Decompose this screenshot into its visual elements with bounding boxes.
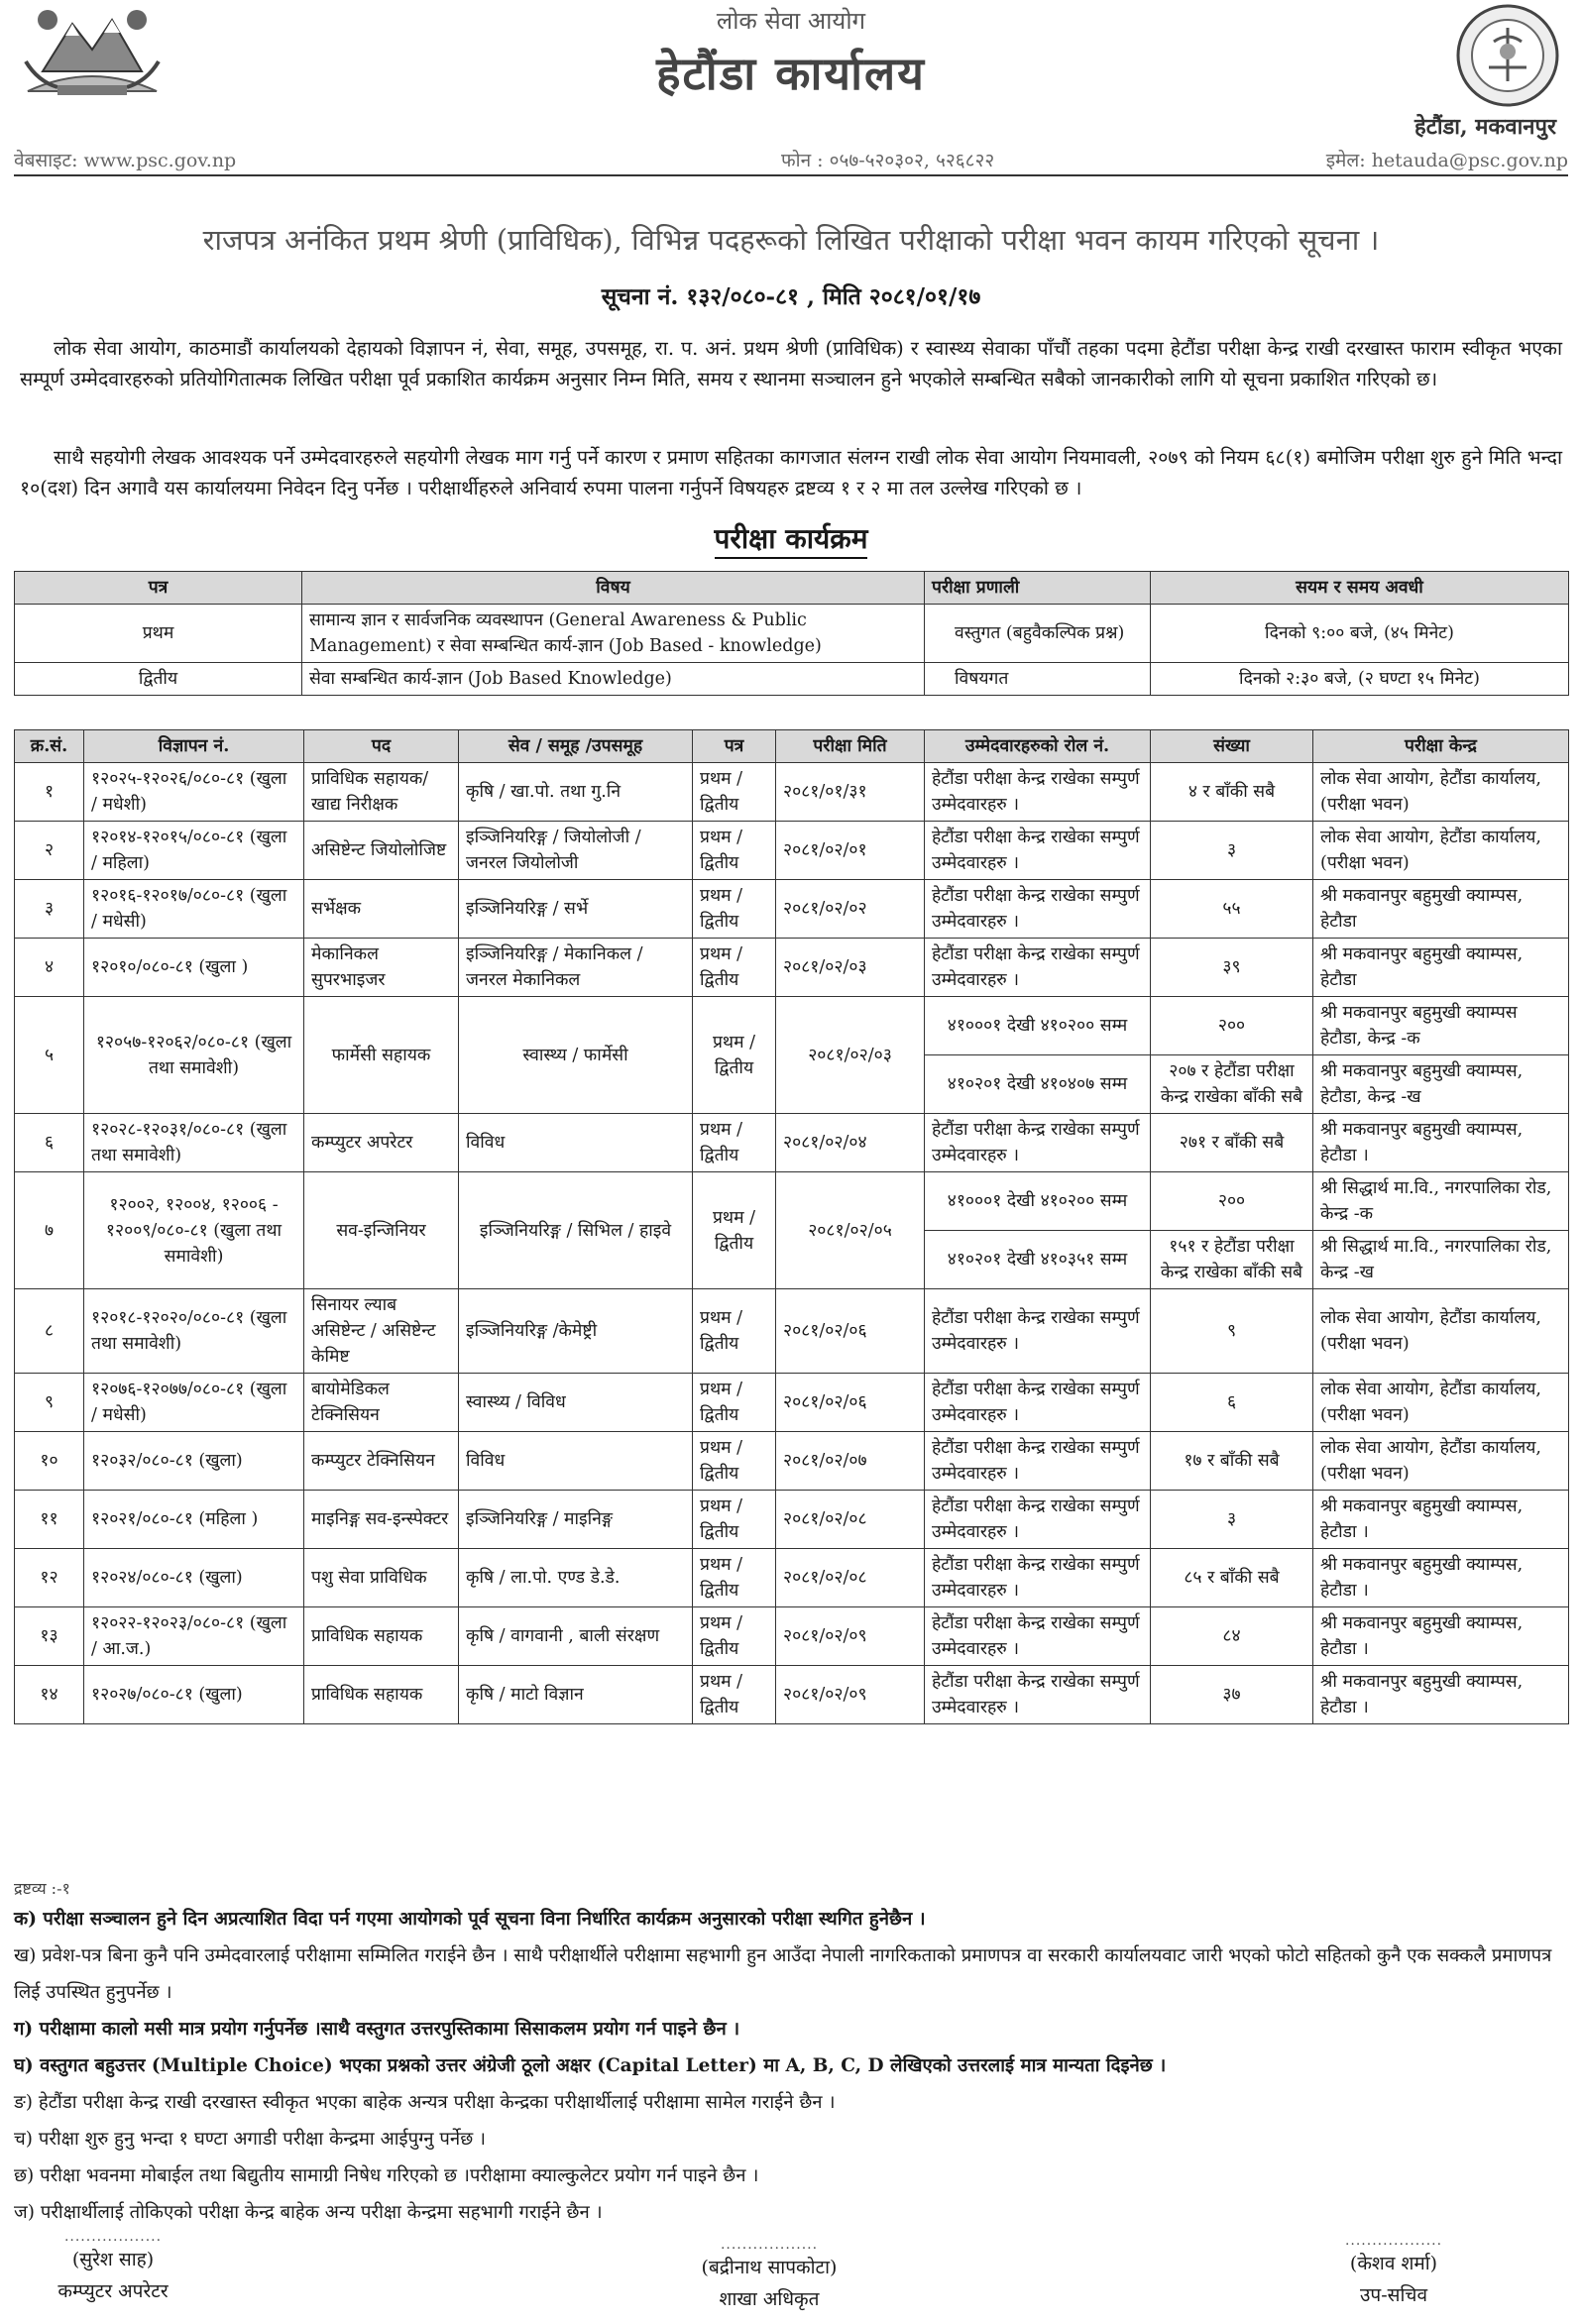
date-cell: २०८१/०२/०६ xyxy=(776,1289,925,1374)
roll-cell: हेटौंडा परीक्षा केन्द्र राखेका सम्पुर्ण उम्मेदवारहरु । xyxy=(925,822,1151,880)
count-cell: १७ र बाँकी सबै xyxy=(1151,1432,1313,1491)
col-sn: क्र.सं. xyxy=(15,730,84,763)
roll-cell: हेटौंडा परीक्षा केन्द्र राखेका सम्पुर्ण उम्मेदवारहरु । xyxy=(925,1289,1151,1374)
sn-cell: १४ xyxy=(15,1666,84,1724)
count-cell: २७१ र बाँकी सबै xyxy=(1151,1114,1313,1172)
post-cell: असिष्टेन्ट जियोलोजिष्ट xyxy=(304,822,459,880)
post-cell: प्राविधिक सहायक xyxy=(304,1607,459,1666)
roll-cell: हेटौंडा परीक्षा केन्द्र राखेका सम्पुर्ण उम्मेदवारहरु । xyxy=(925,1114,1151,1172)
paper-cell: प्रथम / द्वितीय xyxy=(693,1549,776,1607)
adv-cell: १२०२४/०८०-८१ (खुला) xyxy=(84,1549,304,1607)
paper-col-system: परीक्षा प्रणाली xyxy=(925,572,1151,605)
center-cell: श्री मकवानपुर बहुमुखी क्याम्पस, हेटौडा । xyxy=(1313,1549,1569,1607)
post-cell: सर्भेक्षक xyxy=(304,880,459,939)
count-cell: ८४ xyxy=(1151,1607,1313,1666)
sn-cell: ९ xyxy=(15,1374,84,1432)
paper-cell: प्रथम / द्वितीय xyxy=(693,1172,776,1289)
service-cell: कृषि / खा.पो. तथा गु.नि xyxy=(459,763,693,822)
paper-cell: प्रथम / द्वितीय xyxy=(693,1289,776,1374)
paper-cell: प्रथम / द्वितीय xyxy=(693,1666,776,1724)
date-cell: २०८१/०२/०५ xyxy=(776,1172,925,1289)
sn-cell: ११ xyxy=(15,1491,84,1549)
email-text: इमेल: hetauda@psc.gov.np xyxy=(1325,150,1568,171)
paper-cell: प्रथम / द्वितीय xyxy=(693,939,776,997)
roll-cell: ४१०२०१ देखी ४१०३५१ सम्म xyxy=(925,1231,1151,1289)
center-cell: श्री मकवानपुर बहुमुखी क्याम्पस, हेटौडा । xyxy=(1313,1666,1569,1724)
service-cell: इञ्जिनियरिङ्ग /केमेष्ट्री xyxy=(459,1289,693,1374)
notice-number: सूचना नं. १३२/०८०-८१ , मिति २०८१/०१/१७ xyxy=(601,283,981,310)
table-row xyxy=(15,822,1569,880)
table-row xyxy=(15,880,1569,939)
center-cell: लोक सेवा आयोग, हेटौंडा कार्यालय, (परीक्षा भवन) xyxy=(1313,1289,1569,1374)
service-cell: कृषि / ला.पो. एण्ड डे.डे. xyxy=(459,1549,693,1607)
sn-cell: ४ xyxy=(15,939,84,997)
sn-cell: १० xyxy=(15,1432,84,1491)
signature-3 xyxy=(1295,2234,1493,2311)
center-cell: श्री मकवानपुर बहुमुखी क्याम्पस, हेटौडा xyxy=(1313,880,1569,939)
adv-cell: १२०१८-१२०२०/०८०-८१ (खुला तथा समावेशी) xyxy=(84,1289,304,1374)
count-cell: ३७ xyxy=(1151,1666,1313,1724)
col-service: सेव / समूह /उपसमूह xyxy=(459,730,693,763)
adv-cell: १२०२७/०८०-८१ (खुला) xyxy=(84,1666,304,1724)
signature-2-name: (बद्रीनाथ सापकोटा) xyxy=(701,2257,838,2278)
service-cell: स्वास्थ्य / विविध xyxy=(459,1374,693,1432)
signature-3-title: उप-सचिव xyxy=(1359,2284,1428,2306)
post-cell: सिनायर ल्याब असिष्टेन्ट / असिष्टेन्ट केमिष्ट xyxy=(304,1289,459,1374)
sn-cell: ८ xyxy=(15,1289,84,1374)
header-divider xyxy=(14,174,1568,176)
paper-cell: प्रथम / द्वितीय xyxy=(693,1607,776,1666)
signature-2-dots: .................. xyxy=(720,2237,819,2253)
subject-cell: सेवा सम्बन्धित कार्य-ज्ञान (Job Based Knowledge) xyxy=(302,663,925,696)
date-cell: २०८१/०२/०३ xyxy=(776,939,925,997)
sn-cell: १ xyxy=(15,763,84,822)
col-center: परीक्षा केन्द्र xyxy=(1313,730,1569,763)
post-cell: फार्मेसी सहायक xyxy=(304,997,459,1114)
paper-cell: प्रथम / द्वितीय xyxy=(693,763,776,822)
paper-cell: द्वितीय xyxy=(15,663,302,696)
post-cell: प्राविधिक सहायक xyxy=(304,1666,459,1724)
service-cell: कृषि / माटो विज्ञान xyxy=(459,1666,693,1724)
paper-col-subject: विषय xyxy=(302,572,925,605)
notice-title: राजपत्र अनंकित प्रथम श्रेणी (प्राविधिक), विभिन्न पदहरूको लिखित परीक्षाको परीक्षा भवन कायम गरिएको सूचना । xyxy=(202,223,1380,257)
center-cell: श्री मकवानपुर बहुमुखी क्याम्पस, हेटौडा । xyxy=(1313,1607,1569,1666)
note-item: ख) प्रवेश-पत्र बिना कुनै पनि उम्मेदवारलाई परीक्षामा सम्मिलित गराईने छैन । साथै परीक्षार्थीले परीक्षामा सहभागी हुन आउँदा नेपाली नागरिकताको प्रमाणपत्र वा सरकारी कार्यालयवाट जारी भएको फोटो सहितको कुनै एक सक्कलै प्रमाणपत्र लिई उपस्थित हुनुपर्नेछ । xyxy=(14,1945,1552,2003)
date-cell: २०८१/०२/०३ xyxy=(776,997,925,1114)
table-row xyxy=(15,1374,1569,1432)
note-item: छ) परीक्षा भवनमा मोबाईल तथा बिद्युतीय सामाग्री निषेध गरिएको छ ।परीक्षामा क्याल्कुलेटर प्रयोग गर्न पाइने छैन । xyxy=(14,2165,759,2186)
time-cell: दिनको ९:०० बजे, (४५ मिनेट) xyxy=(1151,605,1569,663)
center-cell: श्री मकवानपुर बहुमुखी क्याम्पस, हेटौडा । xyxy=(1313,1114,1569,1172)
count-cell: ८५ र बाँकी सबै xyxy=(1151,1549,1313,1607)
roll-cell: हेटौंडा परीक्षा केन्द्र राखेका सम्पुर्ण उम्मेदवारहरु । xyxy=(925,1549,1151,1607)
count-cell: ९ xyxy=(1151,1289,1313,1374)
office-name: हेटौंडा कार्यालय xyxy=(656,47,926,100)
service-cell: इञ्जिनियरिङ्ग / सिभिल / हाइवे xyxy=(459,1172,693,1289)
post-cell: सव-इन्जिनियर xyxy=(304,1172,459,1289)
website-text: वेबसाइट: www.psc.gov.np xyxy=(14,150,237,171)
schedule-heading xyxy=(0,519,1582,557)
count-cell: ४ र बाँकी सबै xyxy=(1151,763,1313,822)
table-row xyxy=(15,1172,1569,1231)
note-item: ङ) हेटौंडा परीक्षा केन्द्र राखी दरखास्त स्वीकृत भएका बाहेक अन्यत्र परीक्षा केन्द्रका परीक्षार्थीलाई परीक्षामा सामेल गराईने छैन । xyxy=(14,2092,836,2113)
center-cell: लोक सेवा आयोग, हेटौंडा कार्यालय, (परीक्षा भवन) xyxy=(1313,1374,1569,1432)
paper-row xyxy=(15,605,1569,663)
date-cell: २०८१/०२/०८ xyxy=(776,1491,925,1549)
center-cell: श्री मकवानपुर बहुमुखी क्याम्पस, हेटौडा xyxy=(1313,939,1569,997)
post-cell: प्राविधिक सहायक/ खाद्य निरीक्षक xyxy=(304,763,459,822)
roll-cell: हेटौंडा परीक्षा केन्द्र राखेका सम्पुर्ण उम्मेदवारहरु । xyxy=(925,1432,1151,1491)
signature-2-title: शाखा अधिकृत xyxy=(719,2288,820,2310)
note-item: च) परीक्षा शुरु हुनु भन्दा १ घण्टा अगाडी परीक्षा केन्द्रमा आईपुग्नु पर्नेछ । xyxy=(14,2129,487,2150)
adv-cell: १२०२८-१२०३१/०८०-८१ (खुला तथा समावेशी) xyxy=(84,1114,304,1172)
center-cell: श्री मकवानपुर बहुमुखी क्याम्पस हेटौडा, केन्द्र -क xyxy=(1313,997,1569,1055)
col-roll: उम्मेदवारहरुको रोल नं. xyxy=(925,730,1151,763)
date-cell: २०८१/०२/०१ xyxy=(776,822,925,880)
office-location: हेटौंडा, मकवानपुर xyxy=(1414,114,1556,140)
center-cell: श्री सिद्धार्थ मा.वि., नगरपालिका रोड, केन्द्र -ख xyxy=(1313,1231,1569,1289)
sn-cell: ५ xyxy=(15,997,84,1114)
paper-cell: प्रथम / द्वितीय xyxy=(693,880,776,939)
table-row xyxy=(15,1666,1569,1724)
table-row xyxy=(15,1607,1569,1666)
center-cell: श्री मकवानपुर बहुमुखी क्याम्पस, हेटौडा । xyxy=(1313,1491,1569,1549)
center-cell: श्री मकवानपुर बहुमुखी क्याम्पस, हेटौडा, केन्द्र -ख xyxy=(1313,1055,1569,1114)
table-row xyxy=(15,763,1569,822)
count-cell: ३९ xyxy=(1151,939,1313,997)
count-cell: २०० xyxy=(1151,1172,1313,1231)
center-cell: लोक सेवा आयोग, हेटौंडा कार्यालय, (परीक्षा भवन) xyxy=(1313,1432,1569,1491)
org-name: लोक सेवा आयोग xyxy=(716,7,866,35)
adv-cell: १२०२२-१२०२३/०८०-८१ (खुला / आ.ज.) xyxy=(84,1607,304,1666)
signature-3-name: (केशव शर्मा) xyxy=(1349,2253,1438,2274)
service-cell: कृषि / वागवानी , बाली संरक्षण xyxy=(459,1607,693,1666)
paper-cell: प्रथम xyxy=(15,605,302,663)
center-cell: लोक सेवा आयोग, हेटौंडा कार्यालय, (परीक्षा भवन) xyxy=(1313,822,1569,880)
date-cell: २०८१/०२/०६ xyxy=(776,1374,925,1432)
service-cell: इञ्जिनियरिङ्ग / जियोलोजी / जनरल जियोलोजी xyxy=(459,822,693,880)
schedule-table xyxy=(14,729,1569,1724)
col-post: पद xyxy=(304,730,459,763)
date-cell: २०८१/०२/०९ xyxy=(776,1607,925,1666)
schedule-heading-text: परीक्षा कार्यक्रम xyxy=(715,522,868,559)
roll-cell: हेटौंडा परीक्षा केन्द्र राखेका सम्पुर्ण उम्मेदवारहरु । xyxy=(925,763,1151,822)
sn-cell: ६ xyxy=(15,1114,84,1172)
signature-3-dots: .................. xyxy=(1344,2233,1443,2249)
notice-paragraph-1: लोक सेवा आयोग, काठमाडौं कार्यालयको देहायको विज्ञापन नं, सेवा, समूह, उपसमूह, रा. प. अनं. प्रथम श्रेणी (प्राविधिक) र स्वास्थ्य सेवाका पाँचौं तहका पदमा हेटौंडा परीक्षा केन्द्र राखी दरखास्त फाराम स्वीकृत भएका सम्पूर्ण उम्मेदवारहरुको प्रतियोगितात्मक लिखित परीक्षा पूर्व प्रकाशित कार्यक्रम अनुसार निम्न मिति, समय र स्थानमा सञ्चालन हुने भएकोले सम्बन्धित सबैको जानकारीको लागि यो सूचना प्रकाशित गरिएको छ। xyxy=(20,337,1562,390)
adv-cell: १२०२५-१२०२६/०८०-८१ (खुला / मधेशी) xyxy=(84,763,304,822)
table-row xyxy=(15,1432,1569,1491)
sn-cell: १२ xyxy=(15,1549,84,1607)
center-cell: लोक सेवा आयोग, हेटौंडा कार्यालय, (परीक्षा भवन) xyxy=(1313,763,1569,822)
system-cell: वस्तुगत (बहुवैकल्पिक प्रश्न) xyxy=(925,605,1151,663)
count-cell: ३ xyxy=(1151,1491,1313,1549)
col-adv: विज्ञापन नं. xyxy=(84,730,304,763)
paper-table xyxy=(14,571,1569,696)
paper-cell: प्रथम / द्वितीय xyxy=(693,1114,776,1172)
adv-cell: १२०१६-१२०१७/०८०-८१ (खुला / मधेसी) xyxy=(84,880,304,939)
paper-col-paper: पत्र xyxy=(15,572,302,605)
post-cell: बायोमेडिकल टेक्निसियन xyxy=(304,1374,459,1432)
roll-cell: हेटौंडा परीक्षा केन्द्र राखेका सम्पुर्ण उम्मेदवारहरु । xyxy=(925,1607,1151,1666)
count-cell: १५१ र हेटौंडा परीक्षा केन्द्र राखेका बाँकी सबै xyxy=(1151,1231,1313,1289)
signature-1-title: कम्प्युटर अपरेटर xyxy=(57,2280,169,2302)
post-cell: माइनिङ्ग सव-इन्स्पेक्टर xyxy=(304,1491,459,1549)
table-row xyxy=(15,939,1569,997)
adv-cell: १२०१०/०८०-८१ (खुला ) xyxy=(84,939,304,997)
col-date: परीक्षा मिति xyxy=(776,730,925,763)
roll-cell: हेटौंडा परीक्षा केन्द्र राखेका सम्पुर्ण उम्मेदवारहरु । xyxy=(925,1666,1151,1724)
notes-label: द्रष्टव्य :-१ xyxy=(14,1879,70,1898)
roll-cell: ४१०२०१ देखी ४१०४०७ सम्म xyxy=(925,1055,1151,1114)
signature-1 xyxy=(14,2230,212,2307)
sn-cell: १३ xyxy=(15,1607,84,1666)
col-count: संख्या xyxy=(1151,730,1313,763)
note-item: क) परीक्षा सञ्चालन हुने दिन अप्रत्याशित विदा पर्न गएमा आयोगको पूर्व सूचना विना निर्धारित कार्यक्रम अनुसारको परीक्षा स्थगित हुनेछैन । xyxy=(14,1909,926,1930)
time-cell: दिनको २:३० बजे, (२ घण्टा १५ मिनेट) xyxy=(1151,663,1569,696)
service-cell: इञ्जिनियरिङ्ग / माइनिङ्ग xyxy=(459,1491,693,1549)
count-cell: ५५ xyxy=(1151,880,1313,939)
service-cell: विविध xyxy=(459,1114,693,1172)
adv-cell: १२०१४-१२०१५/०८०-८१ (खुला / महिला) xyxy=(84,822,304,880)
notes-section xyxy=(14,1877,1570,2231)
service-cell: स्वास्थ्य / फार्मेसी xyxy=(459,997,693,1114)
note-item: ग) परीक्षामा कालो मसी मात्र प्रयोग गर्नुपर्नेछ ।साथै वस्तुगत उत्तरपुस्तिकामा सिसाकलम प्रयोग गर्न पाइने छैन । xyxy=(14,2019,740,2040)
date-cell: २०८१/०२/०७ xyxy=(776,1432,925,1491)
adv-cell: १२०३२/०८०-८१ (खुला) xyxy=(84,1432,304,1491)
note-item: घ) वस्तुगत बहुउत्तर (Multiple Choice) भएका प्रश्नको उत्तर अंग्रेजी ठूलो अक्षर (Capital Letter) मा A, B, C, D लेखिएको उत्तरलाई मात्र मान्यता दिइनेछ । xyxy=(14,2055,1167,2076)
notice-paragraph-2: साथै सहयोगी लेखक आवश्यक पर्ने उम्मेदवारहरुले सहयोगी लेखक माग गर्नु पर्ने कारण र प्रमाण सहितका कागजात संलग्न राखी लोक सेवा आयोग नियमावली, २०७९ को नियम ६८(१) बमोजिम परीक्षा शुरु हुने मिति भन्दा १०(दश) दिन अगावै यस कार्यालयमा निवेदन दिनु पर्नेछ । परीक्षार्थीहरुले अनिवार्य रुपमा पालना गर्नुपर्ने विषयहरु द्रष्टव्य १ र २ मा तल उल्लेख गरिएको छ । xyxy=(20,446,1562,499)
table-row xyxy=(15,1491,1569,1549)
roll-cell: ४१०००१ देखी ४१०२०० सम्म xyxy=(925,997,1151,1055)
signature-2 xyxy=(630,2238,908,2315)
adv-cell: १२०७६-१२०७७/०८०-८१ (खुला / मधेसी) xyxy=(84,1374,304,1432)
table-row xyxy=(15,1549,1569,1607)
signature-1-dots: .................. xyxy=(63,2229,163,2245)
paper-cell: प्रथम / द्वितीय xyxy=(693,997,776,1114)
count-cell: २०७ र हेटौंडा परीक्षा केन्द्र राखेका बाँकी सबै xyxy=(1151,1055,1313,1114)
table-row xyxy=(15,1289,1569,1374)
notes-list xyxy=(14,1901,1570,2231)
col-paper: पत्र xyxy=(693,730,776,763)
paper-cell: प्रथम / द्वितीय xyxy=(693,1491,776,1549)
adv-cell: १२००२, १२००४, १२००६ - १२००९/०८०-८१ (खुला तथा समावेशी) xyxy=(84,1172,304,1289)
note-item: ज) परीक्षार्थीलाई तोकिएको परीक्षा केन्द्र बाहेक अन्य परीक्षा केन्द्रमा सहभागी गराईने छैन । xyxy=(14,2202,603,2223)
count-cell: २०० xyxy=(1151,997,1313,1055)
subject-cell: सामान्य ज्ञान र सार्वजनिक व्यवस्थापन (General Awareness & Public Management) र सेवा सम्बन्धित कार्य-ज्ञान (Job Based - knowledge) xyxy=(302,605,925,663)
adv-cell: १२०२१/०८०-८१ (महिला ) xyxy=(84,1491,304,1549)
paper-cell: प्रथम / द्वितीय xyxy=(693,822,776,880)
sn-cell: २ xyxy=(15,822,84,880)
date-cell: २०८१/०२/०२ xyxy=(776,880,925,939)
post-cell: मेकानिकल सुपरभाइजर xyxy=(304,939,459,997)
date-cell: २०८१/०२/०९ xyxy=(776,1666,925,1724)
paper-cell: प्रथम / द्वितीय xyxy=(693,1374,776,1432)
date-cell: २०८१/०२/०४ xyxy=(776,1114,925,1172)
adv-cell: १२०५७-१२०६२/०८०-८१ (खुला तथा समावेशी) xyxy=(84,997,304,1114)
center-cell: श्री सिद्धार्थ मा.वि., नगरपालिका रोड, केन्द्र -क xyxy=(1313,1172,1569,1231)
paper-table-header-row xyxy=(15,572,1569,605)
service-cell: इञ्जिनियरिङ्ग / मेकानिकल / जनरल मेकानिकल xyxy=(459,939,693,997)
roll-cell: हेटौंडा परीक्षा केन्द्र राखेका सम्पुर्ण उम्मेदवारहरु । xyxy=(925,939,1151,997)
sn-cell: ७ xyxy=(15,1172,84,1289)
post-cell: कम्प्युटर अपरेटर xyxy=(304,1114,459,1172)
service-cell: विविध xyxy=(459,1432,693,1491)
post-cell: पशु सेवा प्राविधिक xyxy=(304,1549,459,1607)
date-cell: २०८१/०१/३१ xyxy=(776,763,925,822)
roll-cell: हेटौंडा परीक्षा केन्द्र राखेका सम्पुर्ण उम्मेदवारहरु । xyxy=(925,1491,1151,1549)
post-cell: कम्प्युटर टेक्निसियन xyxy=(304,1432,459,1491)
schedule-table-header-row xyxy=(15,730,1569,763)
paper-cell: प्रथम / द्वितीय xyxy=(693,1432,776,1491)
roll-cell: ४१०००१ देखी ४१०२०० सम्म xyxy=(925,1172,1151,1231)
service-cell: इञ्जिनियरिङ्ग / सर्भे xyxy=(459,880,693,939)
table-row xyxy=(15,1114,1569,1172)
date-cell: २०८१/०२/०८ xyxy=(776,1549,925,1607)
paper-col-time: सयम र समय अवधी xyxy=(1151,572,1569,605)
sn-cell: ३ xyxy=(15,880,84,939)
roll-cell: हेटौंडा परीक्षा केन्द्र राखेका सम्पुर्ण उम्मेदवारहरु । xyxy=(925,1374,1151,1432)
signature-1-name: (सुरेश साह) xyxy=(71,2249,155,2270)
paper-row xyxy=(15,663,1569,696)
table-row xyxy=(15,997,1569,1055)
count-cell: ६ xyxy=(1151,1374,1313,1432)
roll-cell: हेटौंडा परीक्षा केन्द्र राखेका सम्पुर्ण उम्मेदवारहरु । xyxy=(925,880,1151,939)
system-cell: विषयगत xyxy=(925,663,1151,696)
count-cell: ३ xyxy=(1151,822,1313,880)
phone-text: फोन : ०५७-५२०३०२, ५२६८२२ xyxy=(781,150,995,171)
